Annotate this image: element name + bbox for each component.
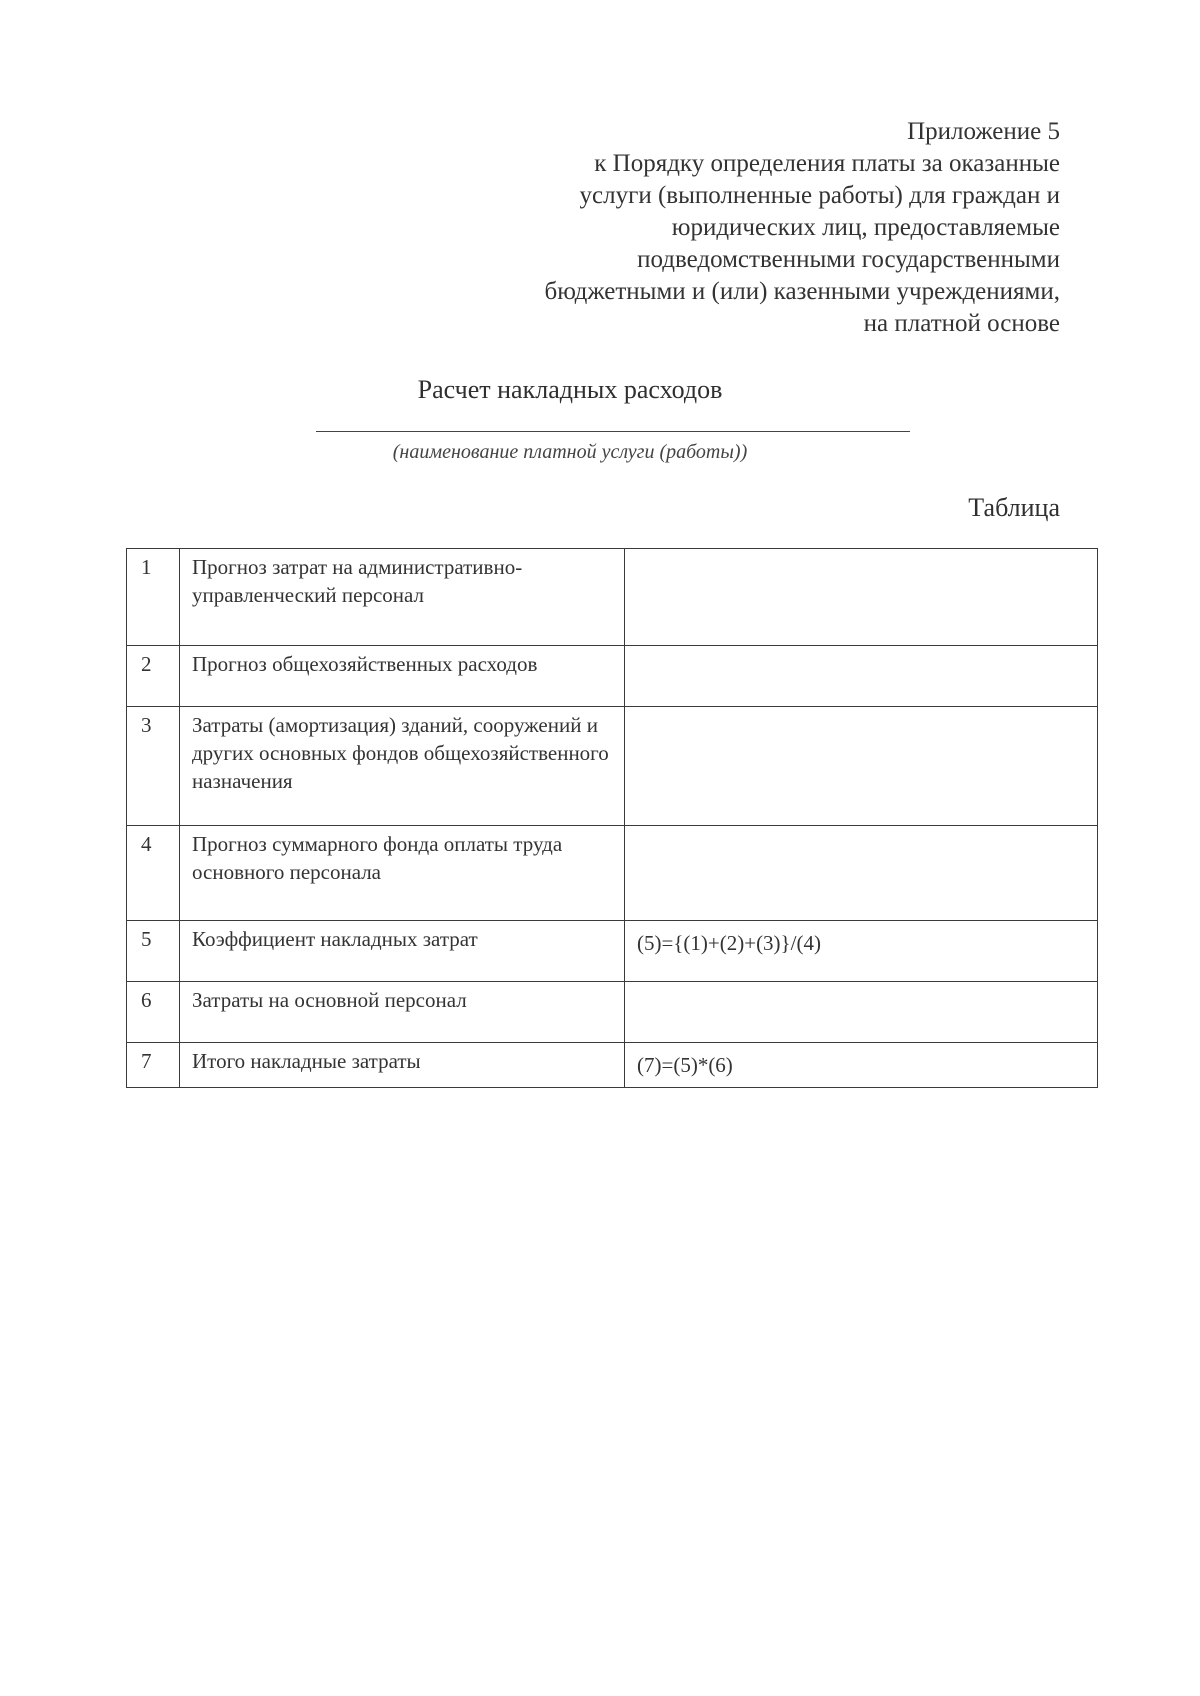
appendix-line: юридических лиц, предоставляемые	[671, 214, 1060, 241]
row-description: Затраты (амортизация) зданий, сооружений и других основных фондов общехозяйственного назначения	[180, 707, 625, 826]
row-number: 4	[127, 826, 180, 921]
row-value	[625, 826, 1098, 921]
overhead-calculation-table	[126, 548, 1098, 1088]
row-description: Прогноз суммарного фонда оплаты труда основного персонала	[180, 826, 625, 921]
row-number: 5	[127, 921, 180, 982]
table-row	[127, 826, 1098, 921]
row-description: Прогноз общехозяйственных расходов	[180, 646, 625, 707]
table-row	[127, 982, 1098, 1043]
table-row	[127, 921, 1098, 982]
row-value: (5)={(1)+(2)+(3)}/(4)	[625, 921, 1098, 982]
appendix-header	[420, 116, 1060, 340]
appendix-line: подведомственными государственными	[637, 246, 1060, 273]
row-number: 7	[127, 1043, 180, 1088]
document-title: Расчет накладных расходов	[417, 375, 723, 404]
appendix-line: бюджетными и (или) казенными учреждениями,	[544, 278, 1060, 305]
row-number: 3	[127, 707, 180, 826]
service-name-blank-line	[316, 431, 910, 432]
appendix-line: к Порядку определения платы за оказанные	[594, 150, 1060, 177]
row-description: Коэффициент накладных затрат	[180, 921, 625, 982]
appendix-line: на платной основе	[863, 310, 1060, 337]
table-row	[127, 646, 1098, 707]
row-description: Прогноз затрат на административно-управленческий персонал	[180, 549, 625, 646]
row-value: (7)=(5)*(6)	[625, 1043, 1098, 1088]
row-value	[625, 646, 1098, 707]
appendix-line: услуги (выполненные работы) для граждан и	[579, 182, 1060, 209]
row-description: Итого накладные затраты	[180, 1043, 625, 1088]
appendix-line: Приложение 5	[907, 118, 1060, 145]
row-number: 6	[127, 982, 180, 1043]
table-row	[127, 1043, 1098, 1088]
table-label: Таблица	[968, 493, 1060, 522]
row-value	[625, 982, 1098, 1043]
row-value	[625, 707, 1098, 826]
row-number: 1	[127, 549, 180, 646]
row-number: 2	[127, 646, 180, 707]
row-value	[625, 549, 1098, 646]
row-description: Затраты на основной персонал	[180, 982, 625, 1043]
table-row	[127, 549, 1098, 646]
table-row	[127, 707, 1098, 826]
service-name-caption: (наименование платной услуги (работы))	[392, 441, 748, 463]
